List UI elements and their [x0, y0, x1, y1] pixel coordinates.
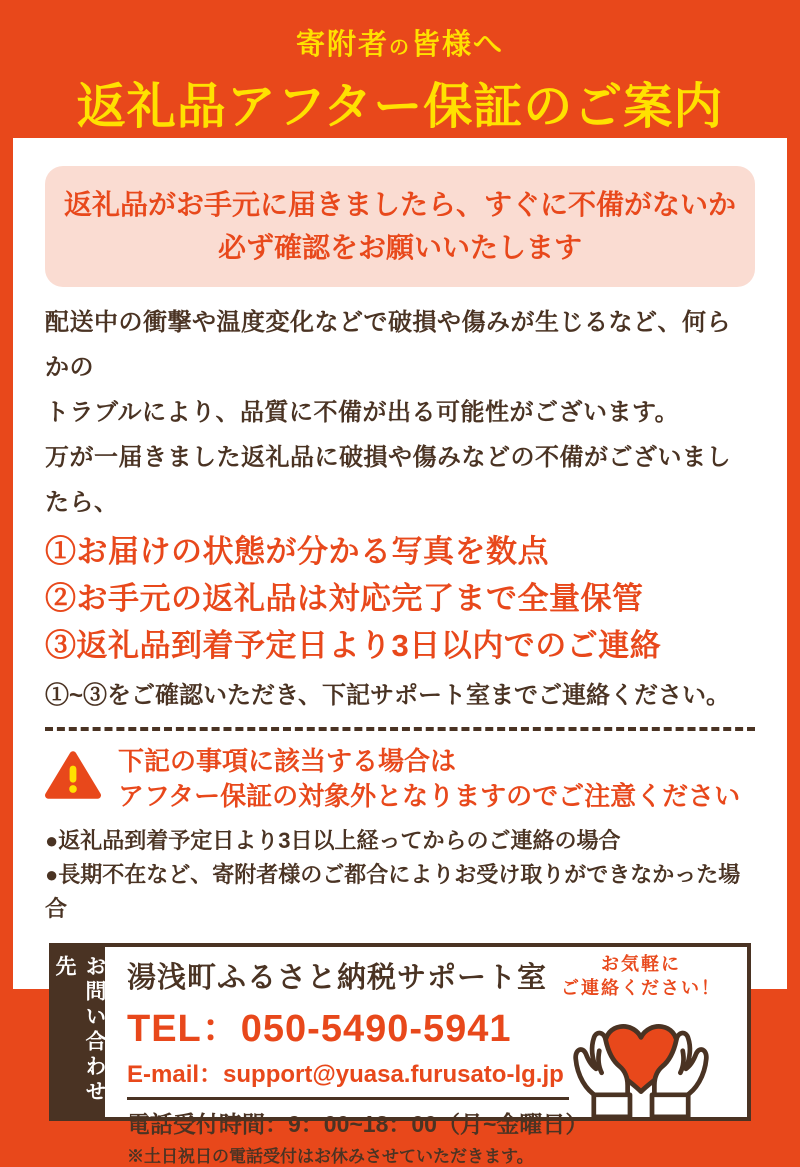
- phone-number: TEL：050-5490-5941: [127, 1007, 512, 1050]
- exclusion-list: [45, 824, 755, 926]
- page-title: 返礼品アフター保証のご案内: [76, 80, 724, 134]
- contact-box: [49, 943, 751, 1166]
- intro-line-1: 配送中の衝撃や温度変化などで破損や傷みが生じるなど、何らかの: [45, 308, 731, 381]
- intro-paragraph: [45, 300, 755, 525]
- warning-triangle-icon: [45, 744, 101, 801]
- notice-line-2: 必ず確認をお願いいたします: [217, 232, 582, 264]
- callout-line-1: お気軽に: [601, 953, 681, 974]
- callout-line-2: ご連絡ください！: [561, 978, 721, 999]
- notice-line-1: 返礼品がお手元に届きましたら、すぐに不備がないか: [63, 189, 736, 220]
- step-item-3: ③返礼品到着予定日より3日以内でのご連絡: [45, 627, 662, 663]
- dashed-divider: [45, 727, 755, 731]
- callout-text: [541, 952, 741, 1001]
- contact-sidebar-label: お問い合わせ先: [53, 954, 106, 1105]
- hands-holding-heart-icon: [550, 1002, 732, 1120]
- notice-box: [45, 166, 755, 287]
- email-address: E-mail：support@yuasa.furusato-lg.jp: [127, 1060, 564, 1088]
- caution-text: [118, 744, 740, 814]
- phone-hours: 電話受付時間：9：00~18：00（月~金曜日）: [127, 1110, 589, 1137]
- header: [0, 0, 800, 138]
- steps-note: ①~③をご確認いただき、下記サポート室までご連絡ください。: [45, 681, 731, 709]
- phone-hours-note: ※土日祝日の電話受付はお休みさせていただきます。: [127, 1146, 534, 1166]
- support-office-name: 湯浅町ふるさと納税サポート室: [127, 961, 548, 994]
- hands-heart-illustration: [541, 952, 741, 1120]
- contact-details: [105, 947, 589, 1166]
- intro-line-3: 万が一届きました返礼品に破損や傷みなどの不備がございましたら、: [45, 443, 731, 516]
- header-subtitle-post: 皆様へ: [411, 29, 505, 61]
- caution-line-1: 下記の事項に該当する場合は: [118, 745, 457, 776]
- step-item-1: ①お届けの状態が分かる写真を数点: [45, 533, 549, 569]
- header-subtitle-particle: の: [389, 37, 411, 59]
- content-panel: [13, 138, 787, 1166]
- header-subtitle: [0, 0, 800, 63]
- caution-section: [45, 744, 755, 814]
- header-subtitle-pre: 寄附者: [295, 29, 389, 61]
- caution-line-2: アフター保証の対象外となりますのでご注意ください: [118, 780, 741, 811]
- step-item-2: ②お手元の返礼品は対応完了まで全量保管: [45, 580, 644, 616]
- intro-line-2: トラブルにより、品質に不備が出る可能性がございます。: [45, 398, 680, 426]
- contact-sidebar: [53, 947, 105, 1117]
- exclusion-item-1: ●返礼品到着予定日より3日以上経ってからのご連絡の場合: [45, 827, 621, 853]
- steps-list: [45, 528, 755, 669]
- exclusion-item-2: ●長期不在など、寄附者様のご都合によりお受け取りができなかった場合: [45, 861, 741, 921]
- contact-divider: [127, 1097, 569, 1100]
